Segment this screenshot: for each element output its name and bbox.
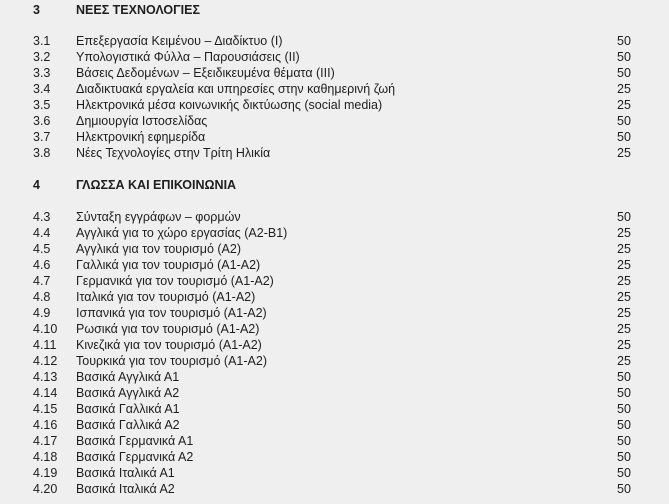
course-title: Νέες Τεχνολογίες στην Τρίτη Ηλικία [76, 146, 271, 160]
course-number: 4.3 [33, 210, 51, 224]
course-row [0, 321, 669, 337]
course-title: Ιταλικά για τον τουρισμό (Α1-Α2) [76, 290, 256, 304]
course-title: Σύνταξη εγγράφων – φορμών [76, 210, 241, 224]
course-title: Ηλεκτρονική εφημερίδα [76, 130, 206, 144]
course-hours: 50 [617, 34, 631, 48]
course-row [0, 305, 669, 321]
course-row [0, 209, 669, 225]
course-row [0, 369, 669, 385]
section-number: 4 [33, 178, 40, 192]
course-number: 4.10 [33, 322, 58, 336]
course-hours: 50 [617, 130, 631, 144]
course-title: Βάσεις Δεδομένων – Εξειδικευμένα θέματα (ΙΙΙ) [76, 66, 335, 80]
course-number: 4.12 [33, 354, 58, 368]
course-number: 3.6 [33, 114, 51, 128]
course-number: 3.4 [33, 82, 51, 96]
section-title: ΝΕΕΣ ΤΕΧΝΟΛΟΓΙΕΣ [76, 3, 200, 17]
course-title: Επεξεργασία Κειμένου – Διαδίκτυο (Ι) [76, 34, 283, 48]
course-number: 4.19 [33, 466, 58, 480]
course-title: Κινεζικά για τον τουρισμό (Α1-Α2) [76, 338, 262, 352]
course-row [0, 33, 669, 49]
course-row [0, 113, 669, 129]
course-list-section-3 [0, 33, 669, 161]
course-row [0, 465, 669, 481]
course-hours: 25 [617, 242, 631, 256]
section-header [0, 178, 669, 198]
course-row [0, 97, 669, 113]
course-title: Βασικά Γερμανικά Α2 [76, 450, 194, 464]
course-hours: 50 [617, 386, 631, 400]
section-new-technologies [0, 3, 669, 23]
course-row [0, 385, 669, 401]
course-number: 3.2 [33, 50, 51, 64]
course-hours: 50 [617, 418, 631, 432]
course-list-section-4 [0, 209, 669, 497]
course-hours: 25 [617, 258, 631, 272]
course-number: 4.6 [33, 258, 51, 272]
course-hours: 50 [617, 466, 631, 480]
course-hours: 25 [617, 226, 631, 240]
course-hours: 25 [617, 338, 631, 352]
section-title: ΓΛΩΣΣΑ ΚΑΙ ΕΠΙΚΟΙΝΩΝΙΑ [76, 178, 237, 192]
course-number: 4.8 [33, 290, 51, 304]
course-hours: 25 [617, 274, 631, 288]
course-title: Βασικά Ιταλικά Α1 [76, 466, 175, 480]
course-title: Βασικά Γαλλικά Α1 [76, 402, 180, 416]
course-row [0, 481, 669, 497]
course-row [0, 417, 669, 433]
course-hours: 25 [617, 98, 631, 112]
course-number: 4.7 [33, 274, 51, 288]
course-row [0, 449, 669, 465]
course-number: 3.8 [33, 146, 51, 160]
course-row [0, 273, 669, 289]
course-hours: 25 [617, 82, 631, 96]
course-title: Υπολογιστικά Φύλλα – Παρουσιάσεις (ΙΙ) [76, 50, 300, 64]
course-title: Βασικά Αγγλικά Α1 [76, 370, 180, 384]
course-hours: 50 [617, 450, 631, 464]
course-row [0, 433, 669, 449]
course-row [0, 49, 669, 65]
course-row [0, 289, 669, 305]
course-row [0, 257, 669, 273]
course-title: Βασικά Ιταλικά Α2 [76, 482, 175, 496]
course-hours: 25 [617, 146, 631, 160]
course-row [0, 145, 669, 161]
course-title: Δημιουργία Ιστοσελίδας [76, 114, 208, 128]
course-hours: 25 [617, 306, 631, 320]
course-hours: 50 [617, 114, 631, 128]
course-hours: 25 [617, 322, 631, 336]
course-number: 4.4 [33, 226, 51, 240]
course-number: 4.13 [33, 370, 58, 384]
course-number: 4.14 [33, 386, 58, 400]
course-row [0, 401, 669, 417]
course-hours: 50 [617, 210, 631, 224]
course-number: 3.5 [33, 98, 51, 112]
course-title: Ισπανικά για τον τουρισμό (Α1-Α2) [76, 306, 267, 320]
course-number: 4.16 [33, 418, 58, 432]
course-title: Γαλλικά για τον τουρισμό (Α1-Α2) [76, 258, 261, 272]
course-hours: 25 [617, 354, 631, 368]
course-title: Τουρκικά για τον τουρισμό (Α1-Α2) [76, 354, 267, 368]
course-hours: 50 [617, 370, 631, 384]
course-title: Ρωσικά για τον τουρισμό (Α1-Α2) [76, 322, 260, 336]
course-number: 4.20 [33, 482, 58, 496]
course-row [0, 241, 669, 257]
course-number: 4.18 [33, 450, 58, 464]
course-row [0, 81, 669, 97]
course-hours: 50 [617, 66, 631, 80]
course-number: 4.5 [33, 242, 51, 256]
course-hours: 50 [617, 50, 631, 64]
course-number: 4.9 [33, 306, 51, 320]
course-title: Διαδικτυακά εργαλεία και υπηρεσίες στην καθημερινή ζωή [76, 82, 396, 96]
course-row [0, 129, 669, 145]
course-number: 4.15 [33, 402, 58, 416]
course-hours: 50 [617, 402, 631, 416]
course-hours: 50 [617, 482, 631, 496]
section-number: 3 [33, 3, 40, 17]
course-title: Βασικά Γερμανικά Α1 [76, 434, 194, 448]
course-title: Βασικά Γαλλικά Α2 [76, 418, 180, 432]
course-row [0, 353, 669, 369]
course-title: Βασικά Αγγλικά Α2 [76, 386, 180, 400]
course-hours: 25 [617, 290, 631, 304]
course-number: 3.7 [33, 130, 51, 144]
course-title: Αγγλικά για τον τουρισμό (Α2) [76, 242, 241, 256]
course-row [0, 337, 669, 353]
course-number: 4.17 [33, 434, 58, 448]
course-title: Αγγλικά για το χώρο εργασίας (Α2-Β1) [76, 226, 288, 240]
course-number: 3.1 [33, 34, 51, 48]
course-row [0, 65, 669, 81]
section-header [0, 3, 669, 23]
course-row [0, 225, 669, 241]
course-number: 4.11 [33, 338, 57, 352]
section-language-communication [0, 178, 669, 198]
course-title: Γερμανικά για τον τουρισμό (Α1-Α2) [76, 274, 274, 288]
course-title: Ηλεκτρονικά μέσα κοινωνικής δικτύωσης (social media) [76, 98, 383, 112]
course-hours: 50 [617, 434, 631, 448]
course-number: 3.3 [33, 66, 51, 80]
